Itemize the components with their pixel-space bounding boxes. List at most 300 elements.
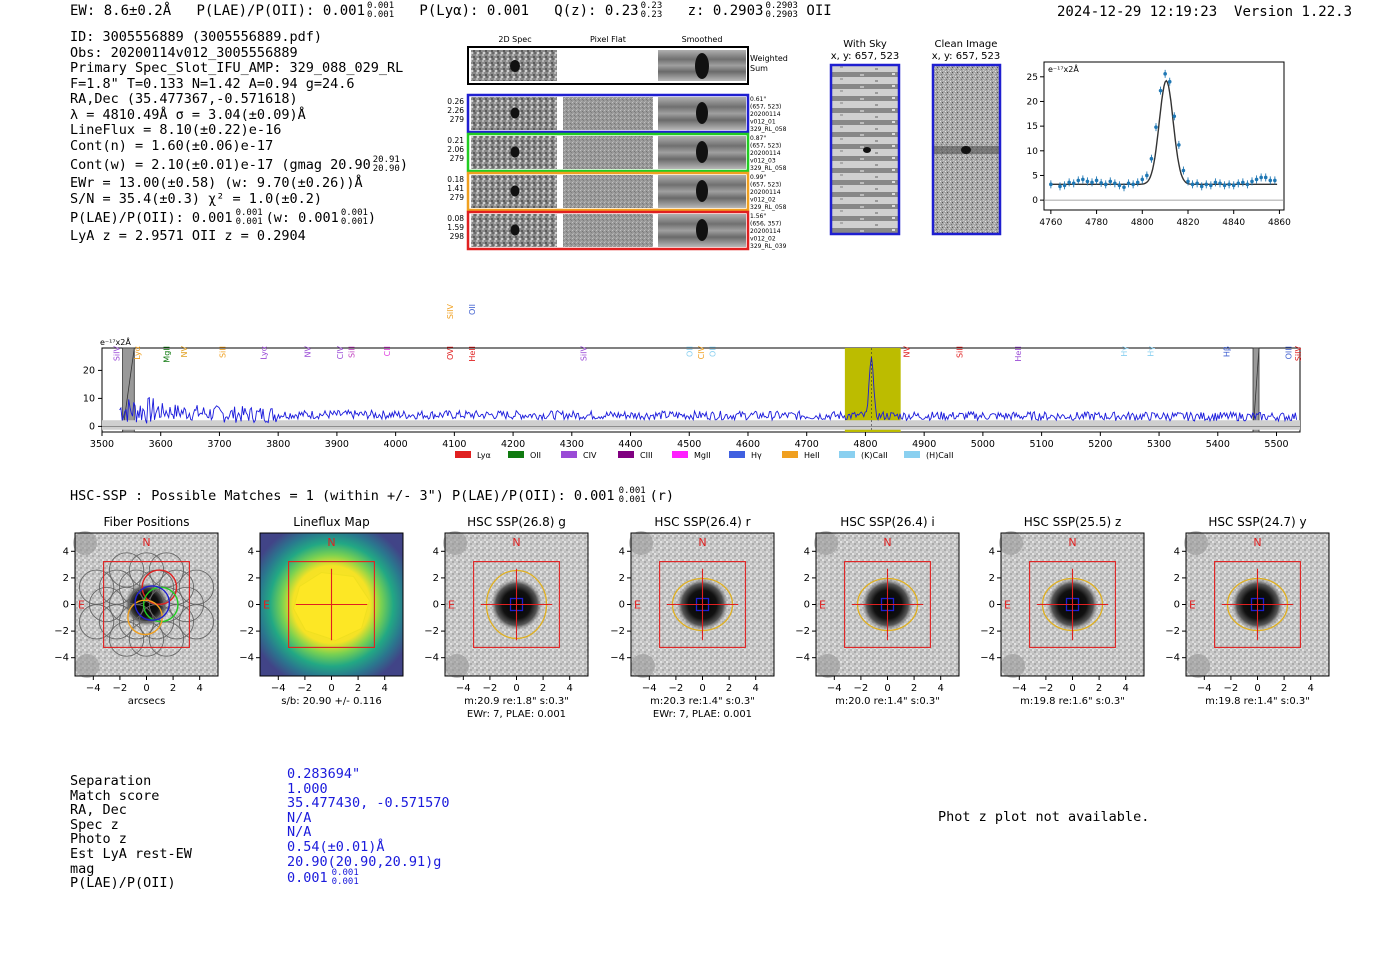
col-label-smoothed: Smoothed — [681, 35, 723, 44]
fit-data-point — [1218, 182, 1222, 186]
fit-data-point — [1072, 182, 1076, 186]
y-tick-label: 0 — [62, 599, 69, 611]
clean-image-title: Clean Image — [934, 39, 998, 50]
header-timestamp-version — [1057, 4, 1352, 20]
legend-item — [508, 451, 541, 460]
x-tick-label: −2 — [853, 683, 869, 694]
panel-caption: m:19.8 re:1.4" s:0.3" — [1205, 696, 1310, 707]
y-tick-label: −4 — [1165, 652, 1180, 664]
x-tick-label: 2 — [539, 683, 547, 694]
fit-data-point — [1104, 183, 1108, 187]
line-label: SiII — [347, 346, 357, 359]
header-z: z: 0.2903 — [687, 3, 764, 19]
fit-data-point — [1250, 180, 1254, 184]
svg-text:CIII: CIII — [640, 451, 653, 460]
info-primary: Primary Spec_Slot_IFU_AMP: 329_088_029_RL — [70, 60, 404, 76]
match-value-mag: 20.90(20.90,20.91)g — [287, 853, 442, 870]
fit-data-point — [1259, 176, 1263, 180]
east-label: E — [634, 598, 641, 612]
x-tick-label: 0 — [1254, 683, 1261, 694]
svg-text:Lyα: Lyα — [477, 451, 491, 460]
cutout-left-label: 0.26 — [447, 97, 464, 106]
line-label-upper: SiIV — [446, 304, 456, 320]
fit-data-point — [1127, 182, 1131, 186]
spectrum-xtick-label: 5400 — [1205, 439, 1230, 450]
cutout-right-label: (657, 523) — [750, 142, 782, 150]
match-label-radec: RA, Dec — [70, 802, 127, 819]
cutout-right-label: 20200114 — [750, 189, 781, 196]
info-id: ID: 3005556889 (3005556889.pdf) — [70, 29, 322, 45]
y-tick-label: 4 — [988, 546, 995, 558]
panel-caption: s/b: 20.90 +/- 0.116 — [281, 696, 382, 707]
header-plae-sub: 0.001 — [367, 10, 395, 20]
timestamp: 2024-12-29 12:19:23 — [1057, 4, 1218, 20]
x-tick-label: 2 — [725, 683, 733, 694]
cutout-row-3 — [447, 173, 786, 211]
spectrum-ytick-label: 10 — [82, 393, 95, 405]
sky-cutouts — [820, 36, 1020, 240]
cutout-right-label: v012_01 — [750, 118, 776, 126]
fit-data-point — [1049, 183, 1053, 187]
y-tick-label: −4 — [980, 652, 995, 664]
header-plae: P(LAE)/P(OII): 0.001 — [196, 3, 366, 19]
cutout-left-label: 1.41 — [447, 184, 464, 193]
cutout-left-label: 279 — [449, 115, 464, 124]
info-params: F=1.8" T=0.133 N=1.42 A=0.94 g=24.6 — [70, 75, 355, 92]
header-z-sup: 0.2903 — [765, 1, 798, 11]
line-label: CII — [382, 346, 392, 357]
info-lyaz: LyA z = 2.9571 OII z = 0.2904 — [70, 228, 306, 244]
panel-title: HSC SSP(26.8) g — [467, 515, 566, 529]
line-label: OII — [685, 346, 695, 358]
fit-data-point — [1227, 183, 1231, 187]
match-label-plae: P(LAE)/P(OII) — [70, 875, 176, 892]
clean-image-coords: x, y: 657, 523 — [931, 51, 1001, 62]
y-tick-label: −4 — [424, 652, 439, 664]
fit-unit-label: e⁻¹⁷x2Å — [1048, 65, 1079, 74]
y-tick-label: −2 — [795, 626, 810, 638]
match-value-plae: 0.001 0.001 0.001 — [287, 868, 359, 888]
y-tick-label: −2 — [54, 626, 69, 638]
x-tick-label: −2 — [668, 683, 684, 694]
y-tick-label: −4 — [610, 652, 625, 664]
header-z-sub: 0.2903 — [765, 10, 798, 20]
y-tick-label: 2 — [432, 572, 439, 584]
hsc-panel-4 — [610, 515, 774, 720]
panel-caption-2: EWr: 7, PLAE: 0.001 — [466, 709, 567, 720]
with-sky-image — [831, 65, 899, 234]
fit-data-point — [1122, 186, 1126, 190]
fit-data-point — [1204, 183, 1208, 187]
line-label: OIII — [1284, 346, 1294, 360]
x-tick-label: −4 — [1011, 683, 1027, 694]
line-label: NV — [303, 346, 313, 358]
fit-data-point — [1209, 184, 1213, 188]
cutout-right-label: 329_RL_058 — [750, 204, 787, 211]
x-tick-label: −2 — [1223, 683, 1239, 694]
fit-data-point — [1214, 181, 1218, 185]
spectrum-xtick-label: 4300 — [559, 439, 584, 450]
spectrum-xtick-label: 5500 — [1264, 439, 1289, 450]
legend-item — [672, 451, 711, 460]
panel-caption: arcsecs — [127, 696, 166, 707]
spectrum-xtick-label: 3500 — [89, 439, 115, 450]
svg-text:Sum: Sum — [750, 64, 768, 73]
fit-data-point — [1195, 182, 1199, 186]
fit-data-point — [1136, 181, 1140, 185]
fit-data-point — [1177, 143, 1181, 147]
y-tick-label: 4 — [432, 546, 439, 558]
hsc-panel-7 — [1165, 515, 1329, 707]
fit-ytick-label: 0 — [1032, 196, 1038, 207]
spectrum-xtick-label: 4700 — [794, 439, 819, 450]
detection-info — [70, 30, 408, 245]
y-tick-label: −2 — [239, 626, 254, 638]
header-plae-sup: 0.001 — [367, 1, 395, 11]
y-tick-label: 0 — [432, 599, 439, 611]
east-label: E — [78, 598, 85, 612]
legend-item — [782, 451, 820, 460]
east-label: E — [263, 598, 270, 612]
fit-data-point — [1058, 185, 1062, 189]
panel-title: Lineflux Map — [293, 515, 370, 529]
y-tick-label: 2 — [618, 572, 625, 584]
spectrum-xtick-label: 4400 — [618, 439, 643, 450]
y-tick-label: 0 — [1173, 599, 1180, 611]
hsc-panel-5 — [795, 515, 959, 707]
fit-data-point — [1232, 184, 1236, 188]
match-label-specz: Spec z — [70, 816, 119, 833]
header-z-line: OII — [806, 3, 832, 19]
y-tick-label: −4 — [239, 652, 254, 664]
fit-data-point — [1113, 182, 1117, 186]
match-values — [287, 767, 450, 887]
x-tick-label: 0 — [328, 683, 335, 694]
cutout-right-label: 329_RL_058 — [750, 126, 787, 133]
cutout-right-label: (657, 523) — [750, 103, 782, 111]
x-tick-label: −4 — [455, 683, 471, 694]
line-label: CIV — [335, 346, 345, 360]
line-fit-chart — [1026, 54, 1310, 234]
hsc-title: HSC-SSP : Possible Matches = 1 (within +/- 3") P(LAE)/P(OII): 0.001 0.001 0.001 (r) — [70, 486, 675, 505]
photz-note: Phot z plot not available. — [938, 809, 1150, 825]
cutout-right-label: 329_RL_058 — [750, 165, 787, 172]
header-ew: EW: 8.6±0.2Å — [70, 3, 172, 19]
panel-caption-2: EWr: 7, PLAE: 0.001 — [652, 709, 753, 720]
hsc-panels — [0, 505, 1400, 730]
line-label: SiIV — [1294, 346, 1303, 362]
panel-title: HSC SSP(26.4) r — [654, 515, 751, 529]
y-tick-label: 2 — [62, 572, 69, 584]
y-tick-label: −2 — [980, 626, 995, 638]
svg-text:OII: OII — [530, 451, 542, 460]
panel-caption: m:20.3 re:1.4" s:0.3" — [650, 696, 755, 707]
weighted-sum-row — [468, 47, 788, 84]
header-qz: Q(z): 0.23 — [554, 3, 639, 19]
y-tick-label: −2 — [424, 626, 439, 638]
fit-data-point — [1081, 178, 1085, 182]
svg-text:HeII: HeII — [804, 451, 820, 460]
fit-data-point — [1236, 182, 1240, 186]
header-qz-sup: 0.23 — [640, 1, 663, 11]
y-tick-label: 2 — [1173, 572, 1180, 584]
spectrum-xtick-label: 4500 — [677, 439, 702, 450]
legend-item — [904, 451, 953, 460]
line-label: NV — [180, 346, 190, 358]
x-tick-label: 2 — [910, 683, 918, 694]
north-label: N — [512, 536, 521, 549]
panel-caption: m:19.8 re:1.6" s:0.3" — [1020, 696, 1125, 707]
fit-data-point — [1246, 183, 1250, 187]
header-qz-sub: 0.23 — [640, 10, 663, 20]
fit-data-point — [1168, 80, 1172, 84]
y-tick-label: −2 — [1165, 626, 1180, 638]
x-tick-label: 0 — [884, 683, 891, 694]
match-value-specz: N/A — [287, 809, 312, 826]
svg-text:(K)CaII: (K)CaII — [861, 451, 888, 460]
x-tick-label: −4 — [85, 683, 101, 694]
svg-text:MgII: MgII — [694, 451, 711, 460]
panel-title: HSC SSP(24.7) y — [1208, 515, 1307, 529]
fit-ytick-label: 25 — [1026, 72, 1038, 83]
fit-data-point — [1186, 180, 1190, 184]
line-label: SiIV — [112, 346, 122, 362]
fit-data-point — [1241, 181, 1245, 185]
spectrum-xtick-label: 5100 — [1029, 439, 1054, 450]
match-value-photoz: N/A — [287, 824, 312, 841]
match-value-lya-ew: 0.54(±0.01)Å — [287, 838, 385, 855]
x-tick-label: 4 — [381, 683, 388, 694]
fit-data-point — [1150, 157, 1154, 161]
spectrum-xtick-label: 4000 — [383, 439, 408, 450]
hsc-panel-1 — [54, 515, 218, 707]
y-tick-label: −2 — [610, 626, 625, 638]
fit-data-point — [1154, 125, 1158, 129]
spectrum-xtick-label: 4800 — [853, 439, 878, 450]
x-tick-label: 4 — [1122, 683, 1129, 694]
full-spectrum-chart — [60, 270, 1320, 465]
info-sn: S/N = 35.4(±0.3) χ² = 1.0(±0.2) — [70, 190, 322, 207]
hsc-panel-3 — [424, 515, 588, 720]
fit-data-point — [1172, 114, 1176, 118]
spectrum-xtick-label: 4600 — [735, 439, 761, 450]
fit-data-point — [1090, 181, 1094, 185]
col-label-pixel-flat: Pixel Flat — [590, 35, 626, 44]
cutout-right-label: 0.87" — [750, 135, 767, 142]
fit-xtick-label: 4840 — [1222, 218, 1246, 228]
hsc-panel-2 — [239, 515, 403, 707]
east-label: E — [1189, 598, 1196, 612]
cutout-right-label: 20200114 — [750, 111, 781, 118]
fit-xtick-label: 4820 — [1176, 218, 1200, 228]
spectrum-xtick-label: 4200 — [500, 439, 526, 450]
fit-data-point — [1159, 89, 1163, 93]
y-tick-label: 4 — [803, 546, 810, 558]
cutout-right-label: 329_RL_039 — [750, 243, 787, 250]
legend-item — [729, 451, 762, 460]
legend-item — [455, 451, 491, 460]
y-tick-label: 0 — [803, 599, 810, 611]
y-tick-label: 2 — [803, 572, 810, 584]
line-label: CIV — [697, 346, 706, 360]
match-value-radec: 35.477430, -0.571570 — [287, 795, 450, 812]
x-tick-label: −4 — [641, 683, 657, 694]
cutout-left-label: 279 — [449, 154, 464, 163]
x-tick-label: 4 — [752, 683, 759, 694]
fit-data-point — [1264, 176, 1268, 180]
line-label: Hβ — [1222, 346, 1232, 358]
fit-ytick-label: 10 — [1026, 146, 1038, 157]
legend-item — [618, 451, 653, 460]
line-label: MgII — [162, 346, 172, 363]
x-tick-label: 0 — [513, 683, 520, 694]
match-label-score: Match score — [70, 787, 160, 804]
spectrum-xtick-label: 3900 — [324, 439, 349, 450]
spectrum-xtick-label: 4100 — [442, 439, 467, 450]
cutout-left-label: 298 — [449, 232, 464, 241]
north-label: N — [142, 536, 151, 549]
line-label: NV — [902, 346, 912, 358]
line-label: OII — [708, 346, 718, 358]
line-label: Hγ — [1119, 346, 1129, 357]
y-tick-label: 2 — [988, 572, 995, 584]
line-label: SiII — [955, 346, 965, 359]
spectrum-ytick-label: 20 — [82, 365, 95, 377]
fit-ytick-label: 5 — [1032, 171, 1038, 182]
x-tick-label: −2 — [297, 683, 313, 694]
match-label-mag: mag — [70, 860, 95, 877]
match-label-separation: Separation — [70, 773, 152, 789]
info-lineflux: LineFlux = 8.10(±0.22)e-16 — [70, 122, 282, 138]
svg-text:CIV: CIV — [583, 451, 597, 460]
cutout-row-1 — [447, 95, 786, 133]
panel-caption: m:20.9 re:1.8" s:0.3" — [464, 696, 569, 707]
cutout-left-label: 2.06 — [447, 145, 464, 154]
x-tick-label: 4 — [566, 683, 573, 694]
fit-data-point — [1076, 179, 1080, 183]
col-label-2d-spec: 2D Spec — [498, 35, 532, 44]
match-value-separation: 0.283694" — [287, 766, 361, 782]
match-label-photoz: Photo z — [70, 831, 127, 848]
match-value-score: 1.000 — [287, 780, 328, 797]
header-plya: P(Lyα): 0.001 — [419, 3, 529, 19]
fit-data-point — [1063, 184, 1067, 188]
x-tick-label: 2 — [354, 683, 362, 694]
fit-data-point — [1067, 181, 1071, 185]
y-tick-label: 0 — [247, 599, 254, 611]
cutout-right-label: v012_02 — [750, 235, 776, 243]
cutout-right-label: 0.99" — [750, 174, 767, 181]
panel-title: HSC SSP(25.5) z — [1023, 515, 1122, 529]
spectrum-error-band — [102, 420, 1300, 430]
fit-data-point — [1182, 169, 1186, 173]
clean-image — [933, 65, 1000, 234]
x-tick-label: 2 — [1280, 683, 1288, 694]
info-plae: P(LAE)/P(OII): 0.001 0.001 0.001 (w: 0.001 0.001 0.001) — [70, 208, 377, 227]
fit-data-point — [1140, 178, 1144, 182]
cutout-right-label: (657, 523) — [750, 181, 782, 189]
line-label: Lyα — [133, 346, 143, 360]
x-tick-label: 0 — [1069, 683, 1076, 694]
fit-xtick-label: 4780 — [1085, 218, 1109, 228]
x-tick-label: −2 — [1038, 683, 1054, 694]
with-sky-title: With Sky — [843, 39, 887, 50]
cutout-left-label: 2.26 — [447, 106, 464, 115]
north-label: N — [698, 536, 707, 549]
x-tick-label: −4 — [270, 683, 286, 694]
info-radec: RA,Dec (35.477367,-0.571618) — [70, 91, 298, 107]
info-lambda: λ = 4810.49Å σ = 3.04(±0.09)Å — [70, 106, 306, 123]
fit-data-point — [1099, 181, 1103, 185]
line-label: HeII — [467, 346, 477, 362]
cutout-left-label: 0.21 — [447, 136, 464, 145]
cutout-right-label: 1.56" — [750, 213, 767, 220]
fit-data-point — [1108, 180, 1112, 184]
x-tick-label: −2 — [112, 683, 128, 694]
cutout-left-label: 279 — [449, 193, 464, 202]
version: Version 1.22.3 — [1234, 4, 1353, 20]
spectrum-xtick-label: 5200 — [1088, 439, 1113, 450]
x-tick-label: 0 — [699, 683, 706, 694]
x-tick-label: −4 — [1196, 683, 1212, 694]
fit-data-point — [1268, 179, 1272, 183]
fit-data-point — [1118, 184, 1122, 188]
x-tick-label: 4 — [196, 683, 203, 694]
fit-data-point — [1200, 185, 1204, 189]
cutout-row-2 — [447, 134, 786, 172]
y-tick-label: 4 — [618, 546, 625, 558]
cutout-left-label: 0.18 — [447, 175, 464, 184]
north-label: N — [883, 536, 892, 549]
fit-data-point — [1145, 174, 1149, 178]
with-sky-coords: x, y: 657, 523 — [830, 51, 900, 62]
fit-xtick-label: 4800 — [1130, 218, 1154, 228]
fit-data-point — [1163, 72, 1167, 76]
fit-xtick-label: 4860 — [1267, 218, 1291, 228]
cutout-row-4 — [447, 212, 786, 250]
legend-item — [839, 451, 888, 460]
line-label: HeII — [1014, 346, 1024, 362]
north-label: N — [1068, 536, 1077, 549]
x-tick-label: −4 — [826, 683, 842, 694]
emission-highlight-band — [845, 348, 901, 432]
spectrum-xtick-label: 3800 — [266, 439, 291, 450]
line-label: Lyα — [259, 346, 269, 360]
legend-item — [561, 451, 597, 460]
x-tick-label: 2 — [1095, 683, 1103, 694]
x-tick-label: 0 — [143, 683, 150, 694]
spectrum-xtick-label: 3700 — [207, 439, 232, 450]
y-tick-label: 4 — [62, 546, 69, 558]
y-tick-label: 0 — [618, 599, 625, 611]
weighted-sum-label: Weighted — [750, 54, 788, 63]
east-label: E — [1004, 598, 1011, 612]
svg-text:(H)CaII: (H)CaII — [926, 451, 954, 460]
y-tick-label: 2 — [247, 572, 254, 584]
line-label: Hγ — [1146, 346, 1156, 357]
fit-data-point — [1273, 179, 1277, 183]
panel-title: HSC SSP(26.4) i — [840, 515, 935, 529]
east-label: E — [819, 598, 826, 612]
line-label: SiIV — [579, 346, 589, 362]
fit-data-point — [1086, 180, 1090, 184]
east-label: E — [448, 598, 455, 612]
y-tick-label: −4 — [795, 652, 810, 664]
x-tick-label: −2 — [482, 683, 498, 694]
x-tick-label: 2 — [169, 683, 177, 694]
y-tick-label: 0 — [988, 599, 995, 611]
fit-data-point — [1095, 179, 1099, 183]
